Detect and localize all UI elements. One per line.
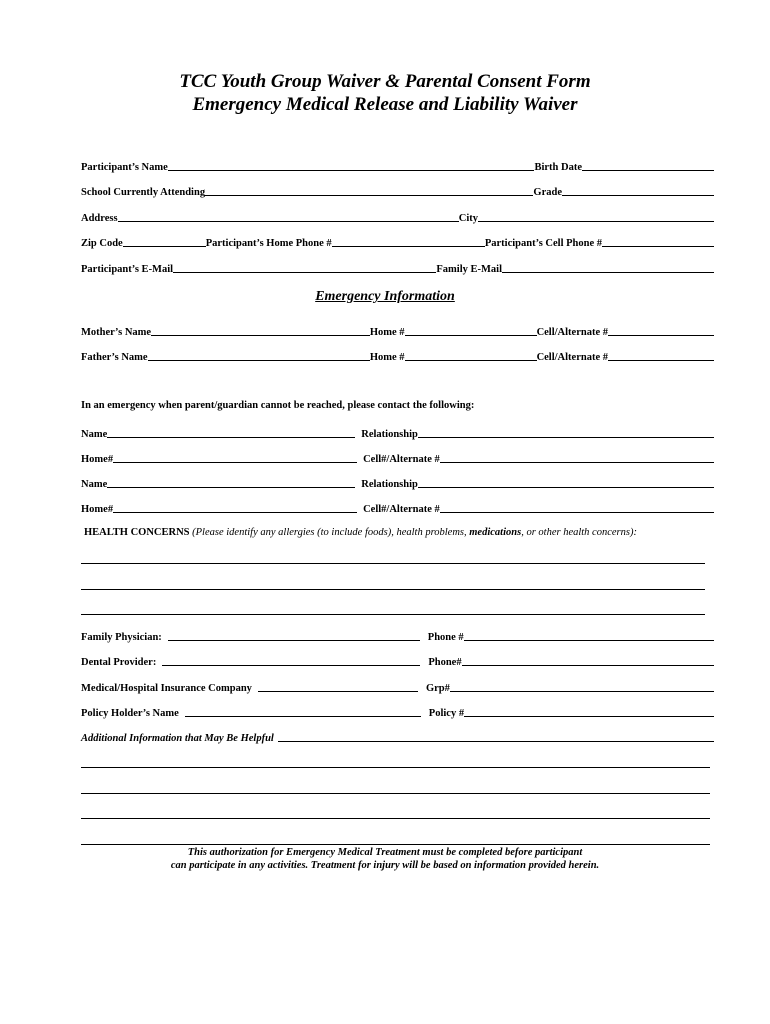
contact2-relationship-field[interactable]: [418, 476, 714, 488]
participant-name-label: Participant’s Name: [81, 162, 168, 173]
email-row: [81, 259, 714, 275]
dental-label: Dental Provider:: [81, 657, 157, 668]
family-email-field[interactable]: [502, 261, 714, 273]
title-line-1: TCC Youth Group Waiver & Parental Consent Form: [179, 71, 591, 92]
contact-instruction: In an emergency when parent/guardian cannot be reached, please contact the following:: [81, 400, 475, 411]
contact1-name-field[interactable]: [107, 426, 355, 438]
health-instruction-part2: , or other health concerns):: [521, 527, 637, 538]
physician-label: Family Physician:: [81, 632, 162, 643]
grp-field[interactable]: [450, 680, 714, 692]
mother-row: [81, 322, 714, 338]
dental-row: [81, 652, 714, 668]
policy-holder-label: Policy Holder’s Name: [81, 708, 179, 719]
physician-row: [81, 627, 714, 643]
contact1-cell-label: Cell#/Alternate #: [363, 454, 440, 465]
footer-line-2: can participate in any activities. Treatment for injury will be based on information provided herein.: [170, 860, 600, 871]
health-line-2[interactable]: [81, 589, 705, 590]
birth-date-label: Birth Date: [534, 162, 582, 173]
father-name-label: Father’s Name: [81, 352, 148, 363]
city-label: City: [458, 213, 478, 224]
dental-phone-field[interactable]: [462, 654, 714, 666]
insurance-label: Medical/Hospital Insurance Company: [81, 683, 252, 694]
home-phone-label: Participant’s Home Phone #: [205, 238, 332, 249]
health-line-3[interactable]: [81, 614, 705, 615]
address-label: Address: [81, 213, 118, 224]
health-concerns-label: HEALTH CONCERNS: [84, 527, 190, 538]
family-email-label: Family E-Mail: [436, 264, 502, 275]
physician-phone-label: Phone #: [427, 632, 464, 643]
city-field[interactable]: [478, 210, 714, 222]
additional-line-2[interactable]: [81, 793, 710, 794]
cell-phone-label: Participant’s Cell Phone #: [484, 238, 602, 249]
mother-home-label: Home #: [369, 327, 405, 338]
contact2-name-field[interactable]: [107, 476, 355, 488]
physician-field[interactable]: [168, 629, 420, 641]
address-field[interactable]: [118, 210, 459, 222]
father-name-field[interactable]: [148, 349, 370, 361]
participant-name-row: [81, 157, 714, 173]
policy-field[interactable]: [464, 705, 714, 717]
additional-info-field[interactable]: [278, 730, 714, 742]
contact2-cell-label: Cell#/Alternate #: [363, 504, 440, 515]
additional-line-3[interactable]: [81, 818, 710, 819]
contact1-name-row: [81, 424, 714, 440]
grade-field[interactable]: [562, 184, 714, 196]
grp-label: Grp#: [425, 683, 450, 694]
school-row: [81, 182, 714, 198]
contact2-name-row: [81, 474, 714, 490]
father-cell-field[interactable]: [608, 349, 714, 361]
zip-field[interactable]: [123, 235, 206, 247]
contact2-home-label: Home#: [81, 504, 114, 515]
contact1-home-label: Home#: [81, 454, 114, 465]
contact1-relationship-label: Relationship: [361, 429, 418, 440]
emergency-heading: Emergency Information: [315, 289, 455, 304]
insurance-field[interactable]: [258, 680, 418, 692]
father-home-label: Home #: [369, 352, 405, 363]
contact1-home-field[interactable]: [113, 451, 357, 463]
footer-line-1: This authorization for Emergency Medical Treatment must be completed before participant: [187, 847, 583, 858]
dental-phone-label: Phone#: [428, 657, 462, 668]
contact1-phone-row: [81, 449, 714, 465]
contact2-home-field[interactable]: [113, 501, 357, 513]
contact1-relationship-field[interactable]: [418, 426, 714, 438]
health-concerns-instruction: [84, 527, 637, 538]
school-label: School Currently Attending: [81, 187, 206, 198]
health-instruction-part1: (Please identify any allergies (to include foods), health problems,: [192, 527, 470, 538]
policy-label: Policy #: [428, 708, 465, 719]
insurance-row: [81, 678, 714, 694]
contact1-name-label: Name: [81, 429, 108, 440]
email-label: Participant’s E-Mail: [81, 264, 174, 275]
policy-holder-field[interactable]: [185, 705, 421, 717]
authorization-footer: [0, 846, 770, 872]
mother-cell-label: Cell/Alternate #: [536, 327, 608, 338]
additional-info-row: [81, 728, 714, 744]
participant-name-field[interactable]: [168, 159, 535, 171]
form-title: [0, 70, 770, 116]
cell-phone-field[interactable]: [602, 235, 714, 247]
contact2-name-label: Name: [81, 479, 108, 490]
mother-home-field[interactable]: [405, 324, 537, 336]
health-line-1[interactable]: [81, 563, 705, 564]
father-row: [81, 347, 714, 363]
father-home-field[interactable]: [405, 349, 537, 361]
dental-field[interactable]: [162, 654, 420, 666]
physician-phone-field[interactable]: [464, 629, 714, 641]
grade-label: Grade: [533, 187, 562, 198]
health-instruction-medications: medications: [469, 527, 522, 538]
contact2-relationship-label: Relationship: [361, 479, 418, 490]
contact1-cell-field[interactable]: [440, 451, 714, 463]
birth-date-field[interactable]: [582, 159, 714, 171]
additional-line-4[interactable]: [81, 844, 710, 845]
home-phone-field[interactable]: [332, 235, 485, 247]
mother-name-field[interactable]: [151, 324, 370, 336]
mother-name-label: Mother’s Name: [81, 327, 152, 338]
additional-line-1[interactable]: [81, 767, 710, 768]
school-field[interactable]: [205, 184, 533, 196]
contact2-cell-field[interactable]: [440, 501, 714, 513]
mother-cell-field[interactable]: [608, 324, 714, 336]
title-line-2: Emergency Medical Release and Liability Waiver: [192, 94, 578, 115]
phone-row: [81, 233, 714, 249]
zip-label: Zip Code: [81, 238, 123, 249]
father-cell-label: Cell/Alternate #: [536, 352, 608, 363]
additional-info-label: Additional Information that May Be Helpful: [81, 733, 274, 744]
contact2-phone-row: [81, 499, 714, 515]
address-row: [81, 208, 714, 224]
email-field[interactable]: [173, 261, 436, 273]
policy-row: [81, 703, 714, 719]
